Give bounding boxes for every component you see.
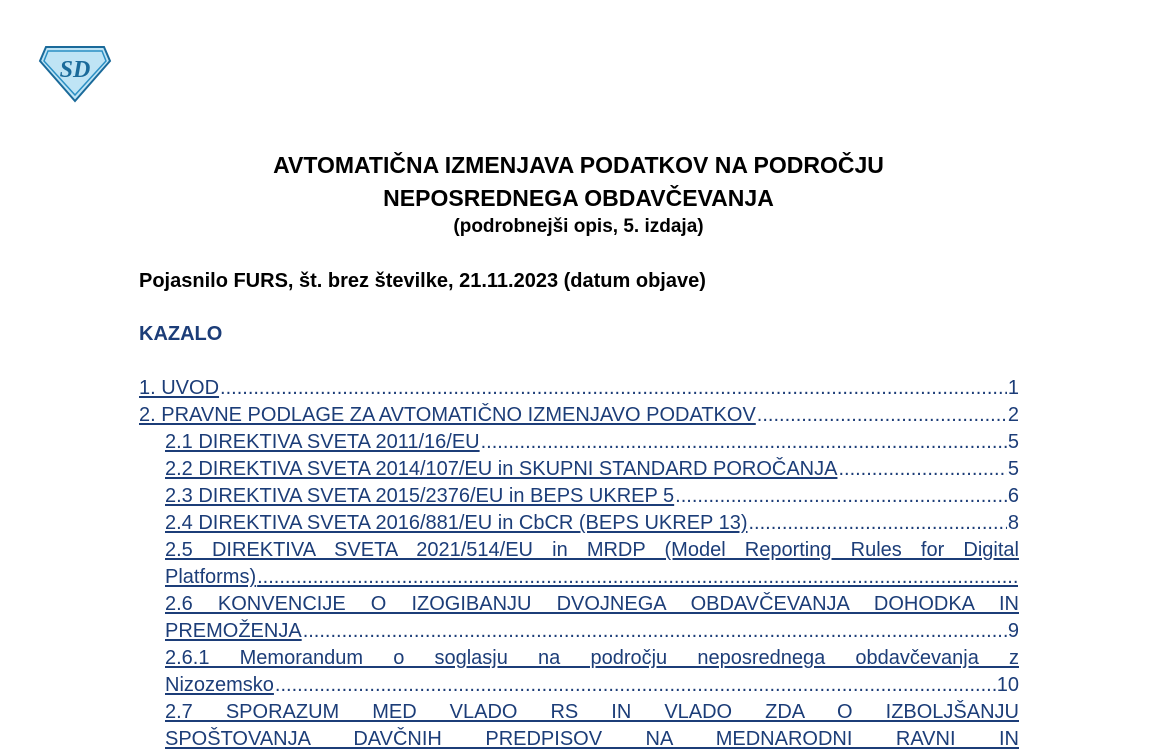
toc-entry-label[interactable]: 2.1 DIREKTIVA SVETA 2011/16/EU <box>165 431 480 453</box>
toc-entry-label[interactable]: 2. PRAVNE PODLAGE ZA AVTOMATIČNO IZMENJAVO PODATKOV <box>139 404 756 426</box>
toc-entry-label[interactable]: 1. UVOD <box>139 377 220 399</box>
toc-entry-2-2[interactable] <box>165 457 1019 481</box>
toc-entry-2-5-line1[interactable]: 2.5 DIREKTIVA SVETA 2021/514/EU in MRDP (Model Reporting Rules for Digital <box>165 539 1019 561</box>
logo-lettering: SD <box>59 57 91 83</box>
toc-leader <box>275 673 996 697</box>
toc-leader <box>303 619 1007 643</box>
toc-page-number: 10 <box>996 674 1019 696</box>
document-subtitle: (podrobnejši opis, 5. izdaja) <box>453 216 704 237</box>
toc-leader <box>675 484 1007 508</box>
toc-entry-uvod[interactable] <box>139 376 1019 400</box>
toc-entry-2-6-line1[interactable]: 2.6 KONVENCIJE O IZOGIBANJU DVOJNEGA OBDAVČEVANJA DOHODKA IN <box>165 593 1019 615</box>
toc-entry-label[interactable]: 2.4 DIREKTIVA SVETA 2016/881/EU in CbCR (BEPS UKREP 13) <box>165 512 748 534</box>
toc-entry-2-7-line1[interactable]: 2.7 SPORAZUM MED VLADO RS IN VLADO ZDA O IZBOLJŠANJU <box>165 701 1019 723</box>
document-title-line2: NEPOSREDNEGA OBDAVČEVANJA <box>383 185 774 211</box>
toc-entry-2-4[interactable] <box>165 511 1019 535</box>
toc-entry-label[interactable]: 2.2 DIREKTIVA SVETA 2014/107/EU in SKUPNI STANDARD POROČANJA <box>165 458 838 480</box>
toc-leader <box>220 376 1007 400</box>
toc-page-number: 5 <box>1007 458 1019 480</box>
toc-entry-2-6-1-line1[interactable]: 2.6.1 Memorandum o soglasju na področju neposrednega obdavčevanja z <box>165 647 1019 669</box>
toc-entry-label-line2[interactable]: Platforms) <box>165 566 257 588</box>
toc-leader <box>748 511 1006 535</box>
document-title-line1: AVTOMATIČNA IZMENJAVA PODATKOV NA PODROČJU <box>273 152 884 178</box>
toc-entry-label-line2[interactable]: Nizozemsko <box>165 674 274 696</box>
toc-heading: KAZALO <box>139 323 223 345</box>
toc-leader <box>257 565 1018 589</box>
toc-leader <box>481 430 1007 454</box>
toc-page-number: 8 <box>1007 512 1019 534</box>
toc-page-number: 6 <box>1007 485 1019 507</box>
toc-entry-label[interactable]: 2.3 DIREKTIVA SVETA 2015/2376/EU in BEPS UKREP 5 <box>165 485 675 507</box>
sd-logo <box>38 43 112 103</box>
toc-entry-2-6[interactable] <box>165 619 1019 643</box>
toc-entry-2-1[interactable] <box>165 430 1019 454</box>
toc-entry-label-line2[interactable]: PREMOŽENJA <box>165 620 302 642</box>
toc-page-number: 2 <box>1007 404 1019 426</box>
toc-entry-pravne-podlage[interactable] <box>139 403 1019 427</box>
toc-entry-2-5[interactable] <box>165 565 1019 589</box>
toc-page-number: 1 <box>1007 377 1019 399</box>
toc-entry-2-3[interactable] <box>165 484 1019 508</box>
toc-page-number: 9 <box>1007 620 1019 642</box>
toc-entry-2-7-line2[interactable]: SPOŠTOVANJA DAVČNIH PREDPISOV NA MEDNARODNI RAVNI IN <box>165 728 1019 750</box>
toc-page-number: 5 <box>1007 431 1019 453</box>
toc-leader <box>838 457 1006 481</box>
reference-line: Pojasnilo FURS, št. brez številke, 21.11.2023 (datum objave) <box>139 270 706 292</box>
toc-leader <box>757 403 1007 427</box>
toc-entry-2-6-1[interactable] <box>165 673 1019 697</box>
